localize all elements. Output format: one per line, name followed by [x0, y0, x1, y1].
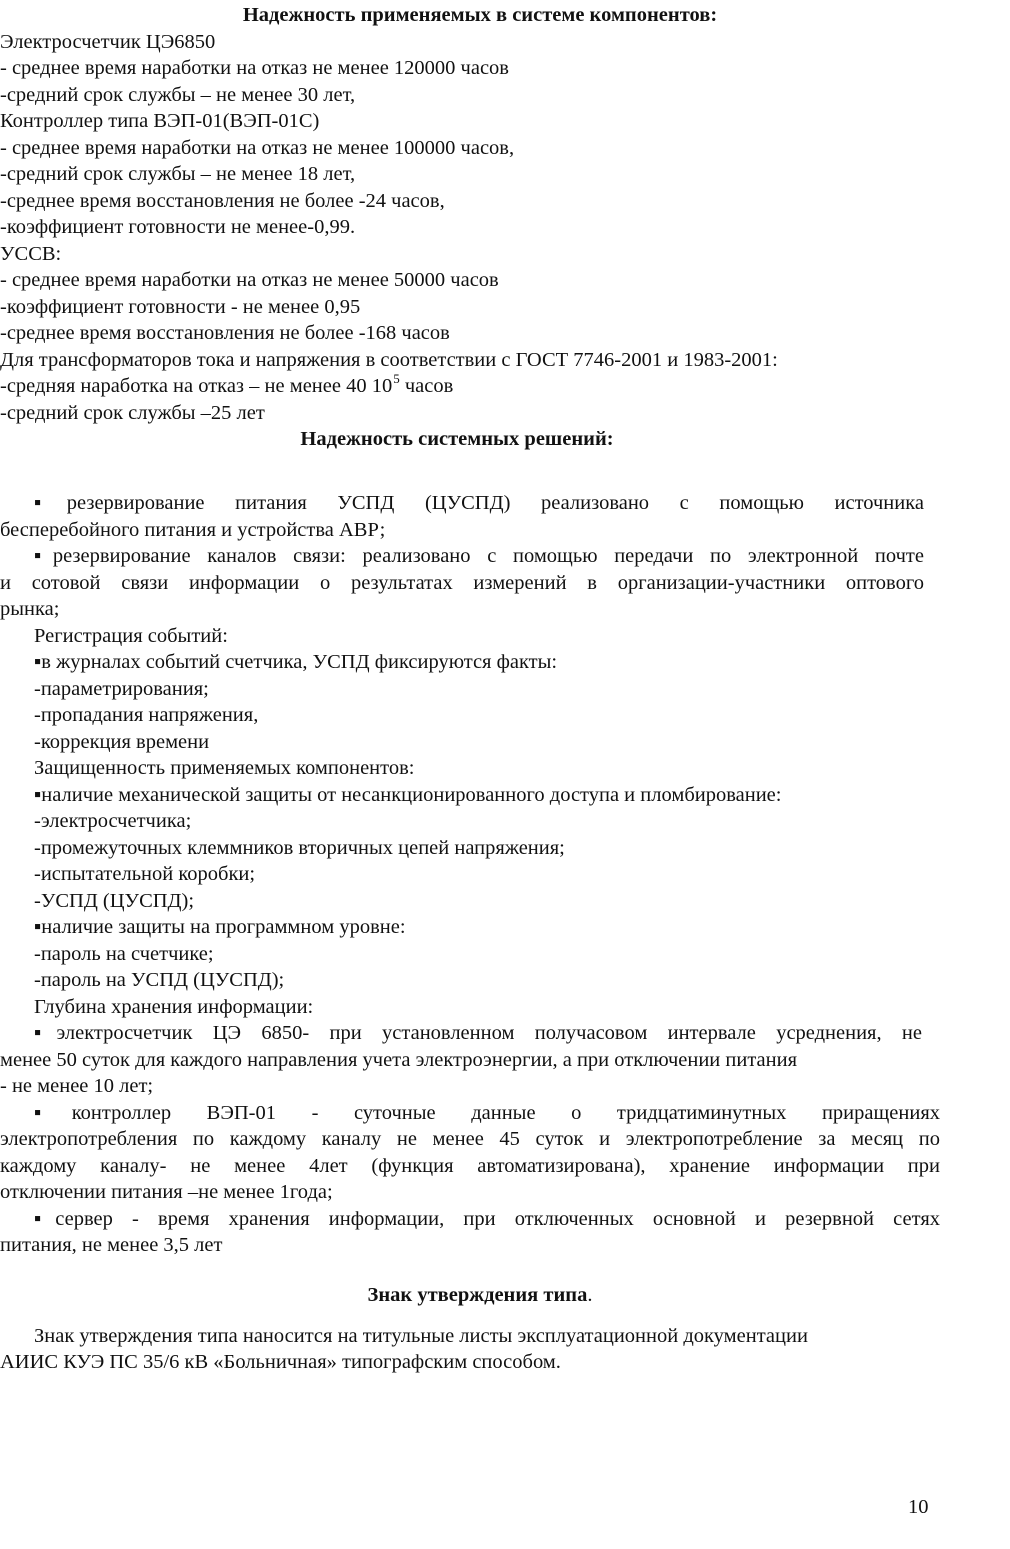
components-line: -средний срок службы – не менее 18 лет,: [0, 163, 356, 185]
power-redundancy-line2: бесперебойного питания и устройства АВР;: [0, 518, 386, 541]
system-list-line: -параметрирования;: [34, 677, 209, 700]
components-line: -средний срок службы – не менее 30 лет,: [0, 83, 356, 106]
power-redundancy-line1: ▪резервирование питания УСПД (ЦУСПД) реализовано с помощью источника: [34, 492, 924, 514]
channel-redundancy-line1: ▪резервирование каналов связи: реализовано с помощью передачи по электронной почте: [34, 545, 924, 567]
service-life-line: -средний срок службы –25 лет: [0, 401, 265, 424]
system-heading: Надежность системных решений:: [300, 428, 614, 450]
mtbf-suffix: часов: [404, 375, 454, 397]
components-heading: Надежность применяемых в системе компонентов:: [242, 4, 718, 26]
mtbf-prefix: -средняя наработка на отказ – не менее 40 10: [0, 375, 393, 397]
components-line: - среднее время наработки на отказ не менее 100000 часов,: [0, 136, 515, 159]
components-list: [0, 29, 1010, 374]
controller-storage-line1: ▪контроллер ВЭП-01 - суточные данные о тридцатиминутных приращениях: [34, 1101, 940, 1124]
components-line: Контроллер типа ВЭП-01(ВЭП-01С): [0, 110, 320, 132]
system-list-line: -коррекция времени: [34, 730, 210, 753]
controller-storage-line4: отключении питания –не менее 1года;: [0, 1181, 333, 1203]
channel-redundancy-line3: рынка;: [0, 598, 60, 620]
approval-line1: Знак утверждения типа наносится на титульные листы эксплуатационной документации: [34, 1324, 808, 1347]
system-section: [0, 490, 1010, 1259]
system-list-line: Регистрация событий:: [34, 624, 228, 647]
components-line: - среднее время наработки на отказ не менее 120000 часов: [0, 57, 509, 79]
system-list-line: -пароль на УСПД (ЦУСПД);: [34, 969, 285, 991]
events-list: [0, 623, 1010, 1021]
meter-storage-line3: - не менее 10 лет;: [0, 1075, 154, 1097]
system-list-line: ▪наличие защиты на программном уровне:: [34, 916, 406, 938]
components-line: УССВ:: [0, 242, 62, 265]
server-storage-line1: ▪сервер - время хранения информации, при отключенных основной и резервной сетях: [34, 1207, 940, 1230]
channel-redundancy-line2: и сотовой связи информации о результатах измерений в организации-участники оптового: [0, 571, 924, 594]
system-list-line: Защищенность применяемых компонентов:: [34, 757, 415, 779]
components-line: Для трансформаторов тока и напряжения в соответствии с ГОСТ 7746-2001 и 1983-2001:: [0, 348, 778, 371]
page-number: 10: [908, 1496, 929, 1518]
system-list-line: -пропадания напряжения,: [34, 704, 259, 726]
controller-storage-line3: каждому каналу- не менее 4лет (функция автоматизирована), хранение информации при: [0, 1154, 940, 1177]
components-line: -среднее время восстановления не более -168 часов: [0, 322, 450, 344]
components-section: [0, 2, 1010, 453]
approval-section: [0, 1282, 1010, 1376]
components-line: -среднее время восстановления не более -24 часов,: [0, 189, 445, 212]
controller-storage-line2: электропотребления по каждому каналу не менее 45 суток и электропотребление за месяц по: [0, 1128, 940, 1150]
components-line: - среднее время наработки на отказ не менее 50000 часов: [0, 269, 499, 291]
mtbf-line: [0, 373, 1010, 400]
approval-heading: [0, 1282, 960, 1309]
meter-storage-line2: менее 50 суток для каждого направления учета электроэнергии, а при отключении питания: [0, 1048, 798, 1071]
system-list-line: -пароль на счетчике;: [34, 942, 214, 965]
components-line: -коэффициент готовности - не менее 0,95: [0, 295, 361, 318]
components-line: Электросчетчик ЦЭ6850: [0, 30, 216, 53]
mtbf-exponent: 5: [393, 371, 400, 386]
system-list-line: Глубина хранения информации:: [34, 995, 314, 1018]
system-list-line: -электросчетчика;: [34, 810, 192, 832]
server-storage-line2: питания, не менее 3,5 лет: [0, 1234, 223, 1256]
system-list-line: ▪наличие механической защиты от несанкционированного доступа и пломбирование:: [34, 783, 782, 806]
system-list-line: ▪в журналах событий счетчика, УСПД фиксируются факты:: [34, 651, 558, 673]
approval-line2: АИИС КУЭ ПС 35/6 кВ «Больничная» типографским способом.: [0, 1351, 561, 1373]
system-list-line: -испытательной коробки;: [34, 863, 256, 885]
components-line: -коэффициент готовности не менее-0,99.: [0, 216, 356, 238]
system-list-line: -промежуточных клеммников вторичных цепей напряжения;: [34, 836, 565, 859]
approval-heading-text: Знак утверждения типа: [367, 1284, 588, 1306]
system-list-line: -УСПД (ЦУСПД);: [34, 889, 195, 912]
approval-heading-dot: .: [587, 1284, 593, 1306]
meter-storage-line1: ▪электросчетчик ЦЭ 6850- при установленном получасовом интервале усреднения, не: [34, 1022, 922, 1044]
